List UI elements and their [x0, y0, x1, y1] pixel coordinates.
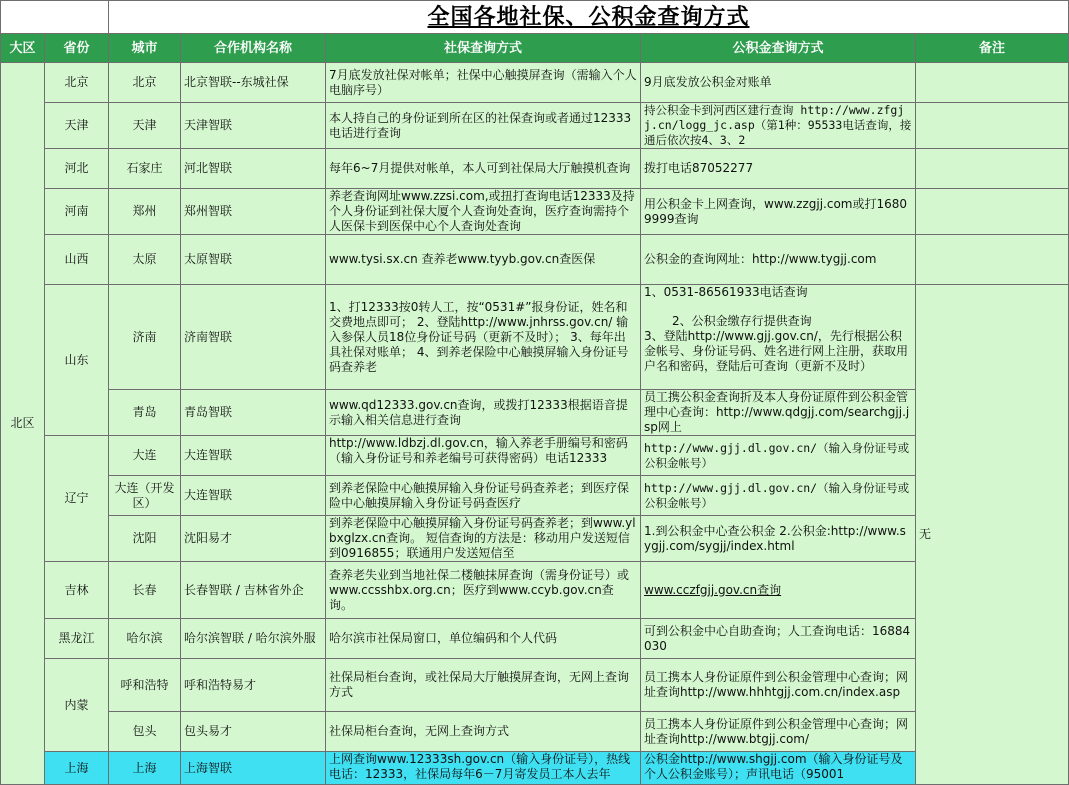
header-city[interactable]: 城市: [109, 34, 181, 63]
fund-cell[interactable]: 员工携公积金查询折及本人身份证原件到公积金管理中心查询：http://www.qdgjj.com/searchgjj.jsp网上: [641, 390, 916, 436]
table-row: [1, 235, 1069, 285]
fund-cell[interactable]: 可到公积金中心自助查询；人工查询电话：16884030: [641, 619, 916, 659]
blank-cell[interactable]: [1, 1, 109, 34]
social-cell[interactable]: 上网查询www.12333sh.gov.cn（输入身份证号），热线电话：12333，社保局每年6－7月寄发员工本人去年: [326, 752, 641, 785]
agency-cell[interactable]: 包头易才: [181, 712, 326, 752]
note-cell[interactable]: [916, 149, 1069, 189]
social-cell[interactable]: www.qd12333.gov.cn查询，或拨打12333根据语音提示输入相关信息进行查询: [326, 390, 641, 436]
header-note[interactable]: 备注: [916, 34, 1069, 63]
fund-cell[interactable]: 1.到公积金中心查公积金 2.公积金:http://www.sygjj.com/sygjj/index.html: [641, 516, 916, 562]
table-row: [1, 63, 1069, 103]
province-cell[interactable]: 北京: [45, 63, 109, 103]
city-cell[interactable]: 济南: [109, 285, 181, 390]
table-row: [1, 476, 1069, 516]
city-cell[interactable]: 大连: [109, 436, 181, 476]
fund-cell[interactable]: 持公积金卡到河西区建行查询 http://www.zfgjj.cn/logg_jc.asp（第1种：95533电话查询，接通后依次按4、3、2: [641, 103, 916, 149]
agency-cell[interactable]: 上海智联: [181, 752, 326, 785]
table-row: [1, 619, 1069, 659]
agency-cell[interactable]: 济南智联: [181, 285, 326, 390]
agency-cell[interactable]: 郑州智联: [181, 189, 326, 235]
agency-cell[interactable]: 大连智联: [181, 476, 326, 516]
city-cell[interactable]: 天津: [109, 103, 181, 149]
fund-cell[interactable]: [641, 285, 916, 390]
fund-cell[interactable]: 9月底发放公积金对账单: [641, 63, 916, 103]
table-row: [1, 516, 1069, 562]
table-row: [1, 562, 1069, 619]
fund-line: 3、登陆http://www.gjj.gov.cn/，先行根据公积金帐号、身份证号码、姓名进行网上注册，获取用户名和密码，登陆后可查询（更新不及时）: [644, 329, 909, 373]
agency-cell[interactable]: 沈阳易才: [181, 516, 326, 562]
social-cell[interactable]: 到养老保险中心触摸屏输入身份证号码查养老；到医疗保险中心触摸屏输入身份证号码查医疗: [326, 476, 641, 516]
social-cell[interactable]: 查养老失业到当地社保二楼触抹屏查询（需身份证号）或www.ccsshbx.org.cn；医疗到www.ccyb.gov.cn查询。: [326, 562, 641, 619]
fund-cell[interactable]: www.cczfgjj.gov.cn查询: [641, 562, 916, 619]
city-cell[interactable]: 北京: [109, 63, 181, 103]
city-cell[interactable]: 沈阳: [109, 516, 181, 562]
fund-cell[interactable]: 公积金的查询网址：http://www.tygjj.com: [641, 235, 916, 285]
header-province[interactable]: 省份: [45, 34, 109, 63]
table-row: [1, 436, 1069, 476]
city-cell[interactable]: 郑州: [109, 189, 181, 235]
agency-cell[interactable]: 河北智联: [181, 149, 326, 189]
city-cell[interactable]: 青岛: [109, 390, 181, 436]
agency-cell[interactable]: 北京智联--东城社保: [181, 63, 326, 103]
city-cell[interactable]: 哈尔滨: [109, 619, 181, 659]
agency-cell[interactable]: 太原智联: [181, 235, 326, 285]
city-cell[interactable]: 长春: [109, 562, 181, 619]
agency-cell[interactable]: 青岛智联: [181, 390, 326, 436]
province-cell[interactable]: 上海: [45, 752, 109, 785]
fund-cell[interactable]: 公积金http://www.shgjj.com（输入身份证号及个人公积金账号）；声讯电话（95001: [641, 752, 916, 785]
sheet-title[interactable]: 全国各地社保、公积金查询方式: [109, 1, 1069, 34]
table-row: [1, 189, 1069, 235]
province-cell[interactable]: 山东: [45, 285, 109, 436]
social-cell[interactable]: 每年6~7月提供对帐单，本人可到社保局大厅触摸机查询: [326, 149, 641, 189]
table-row: [1, 103, 1069, 149]
city-cell[interactable]: 石家庄: [109, 149, 181, 189]
social-cell[interactable]: 1、打12333按0转人工，按“0531#”报身份证，姓名和交费地点即可； 2、登陆http://www.jnhrss.gov.cn/ 输入参保人员18位身份证号码（更新不及时）； 3、每年出具社保对账单； 4、到养老保险中心触摸屏输入身份证号码查养老: [326, 285, 641, 390]
city-cell[interactable]: 包头: [109, 712, 181, 752]
province-cell[interactable]: 内蒙: [45, 659, 109, 752]
city-cell[interactable]: 上海: [109, 752, 181, 785]
table-row: [1, 390, 1069, 436]
province-cell[interactable]: 河北: [45, 149, 109, 189]
table-row: [1, 659, 1069, 712]
social-cell[interactable]: http://www.ldbzj.dl.gov.cn，输入养老手册编号和密码（输入身份证号和养老编号可获得密码）电话12333: [326, 436, 641, 476]
fund-cell[interactable]: 拨打电话87052277: [641, 149, 916, 189]
province-cell[interactable]: 河南: [45, 189, 109, 235]
social-cell[interactable]: 养老查询网址www.zzsi.com,或扭打查询电话12333及持个人身份证到社保大厦个人查询处查询，医疗查询需持个人医保卡到医保中心个人查询处查询: [326, 189, 641, 235]
agency-cell[interactable]: 呼和浩特易才: [181, 659, 326, 712]
header-row: [1, 34, 1069, 63]
note-cell[interactable]: [916, 63, 1069, 103]
province-cell[interactable]: 山西: [45, 235, 109, 285]
fund-cell[interactable]: 员工携本人身份证原件到公积金管理中心查询；网址查询http://www.btgjj.com/: [641, 712, 916, 752]
table-row: [1, 712, 1069, 752]
note-cell[interactable]: 无: [916, 285, 1069, 785]
header-fund[interactable]: 公积金查询方式: [641, 34, 916, 63]
note-cell[interactable]: [916, 189, 1069, 235]
agency-cell[interactable]: 天津智联: [181, 103, 326, 149]
fund-cell[interactable]: 员工携本人身份证原件到公积金管理中心查询；网址查询http://www.hhhtgjj.com.cn/index.asp: [641, 659, 916, 712]
social-cell[interactable]: 哈尔滨市社保局窗口，单位编码和个人代码: [326, 619, 641, 659]
fund-cell[interactable]: 用公积金卡上网查询，www.zzgjj.com或打16809999查询: [641, 189, 916, 235]
header-agency[interactable]: 合作机构名称: [181, 34, 326, 63]
header-social[interactable]: 社保查询方式: [326, 34, 641, 63]
region-cell[interactable]: 北区: [1, 63, 45, 785]
table-row: [1, 285, 1069, 390]
province-cell[interactable]: 黑龙江: [45, 619, 109, 659]
province-cell[interactable]: 天津: [45, 103, 109, 149]
fund-line: 1、0531-86561933电话查询: [644, 285, 808, 299]
social-cell[interactable]: 本人持自己的身份证到所在区的社保查询或者通过12333电话进行查询: [326, 103, 641, 149]
table-row: [1, 752, 1069, 785]
social-cell[interactable]: 7月底发放社保对帐单；社保中心触摸屏查询（需输入个人电脑序号）: [326, 63, 641, 103]
note-cell[interactable]: [916, 103, 1069, 149]
city-cell[interactable]: 太原: [109, 235, 181, 285]
social-cell[interactable]: 社保局柜台查询，或社保局大厅触摸屏查询，无网上查询方式: [326, 659, 641, 712]
fund-cell[interactable]: http://www.gjj.dl.gov.cn/（输入身份证号或公积金帐号）: [641, 476, 916, 516]
fund-cell[interactable]: http://www.gjj.dl.gov.cn/（输入身份证号或公积金帐号）: [641, 436, 916, 476]
province-cell[interactable]: 辽宁: [45, 436, 109, 562]
note-cell[interactable]: [916, 235, 1069, 285]
social-cell[interactable]: www.tysi.sx.cn 查养老www.tyyb.gov.cn查医保: [326, 235, 641, 285]
city-cell[interactable]: 呼和浩特: [109, 659, 181, 712]
agency-cell[interactable]: 长春智联 / 吉林省外企: [181, 562, 326, 619]
title-row: [1, 1, 1069, 34]
social-cell[interactable]: 社保局柜台查询，无网上查询方式: [326, 712, 641, 752]
social-cell[interactable]: 到养老保险中心触摸屏输入身份证号码查养老；到www.ylbxglzx.cn查询。 短信查询的方法是：移动用户发送短信到0916855；联通用户发送短信至: [326, 516, 641, 562]
fund-line: 2、公积金缴存行提供查询: [672, 314, 812, 328]
table-row: [1, 149, 1069, 189]
agency-cell[interactable]: 大连智联: [181, 436, 326, 476]
province-cell[interactable]: 吉林: [45, 562, 109, 619]
agency-cell[interactable]: 哈尔滨智联 / 哈尔滨外服: [181, 619, 326, 659]
city-cell[interactable]: 大连（开发区）: [109, 476, 181, 516]
header-region[interactable]: 大区: [1, 34, 45, 63]
